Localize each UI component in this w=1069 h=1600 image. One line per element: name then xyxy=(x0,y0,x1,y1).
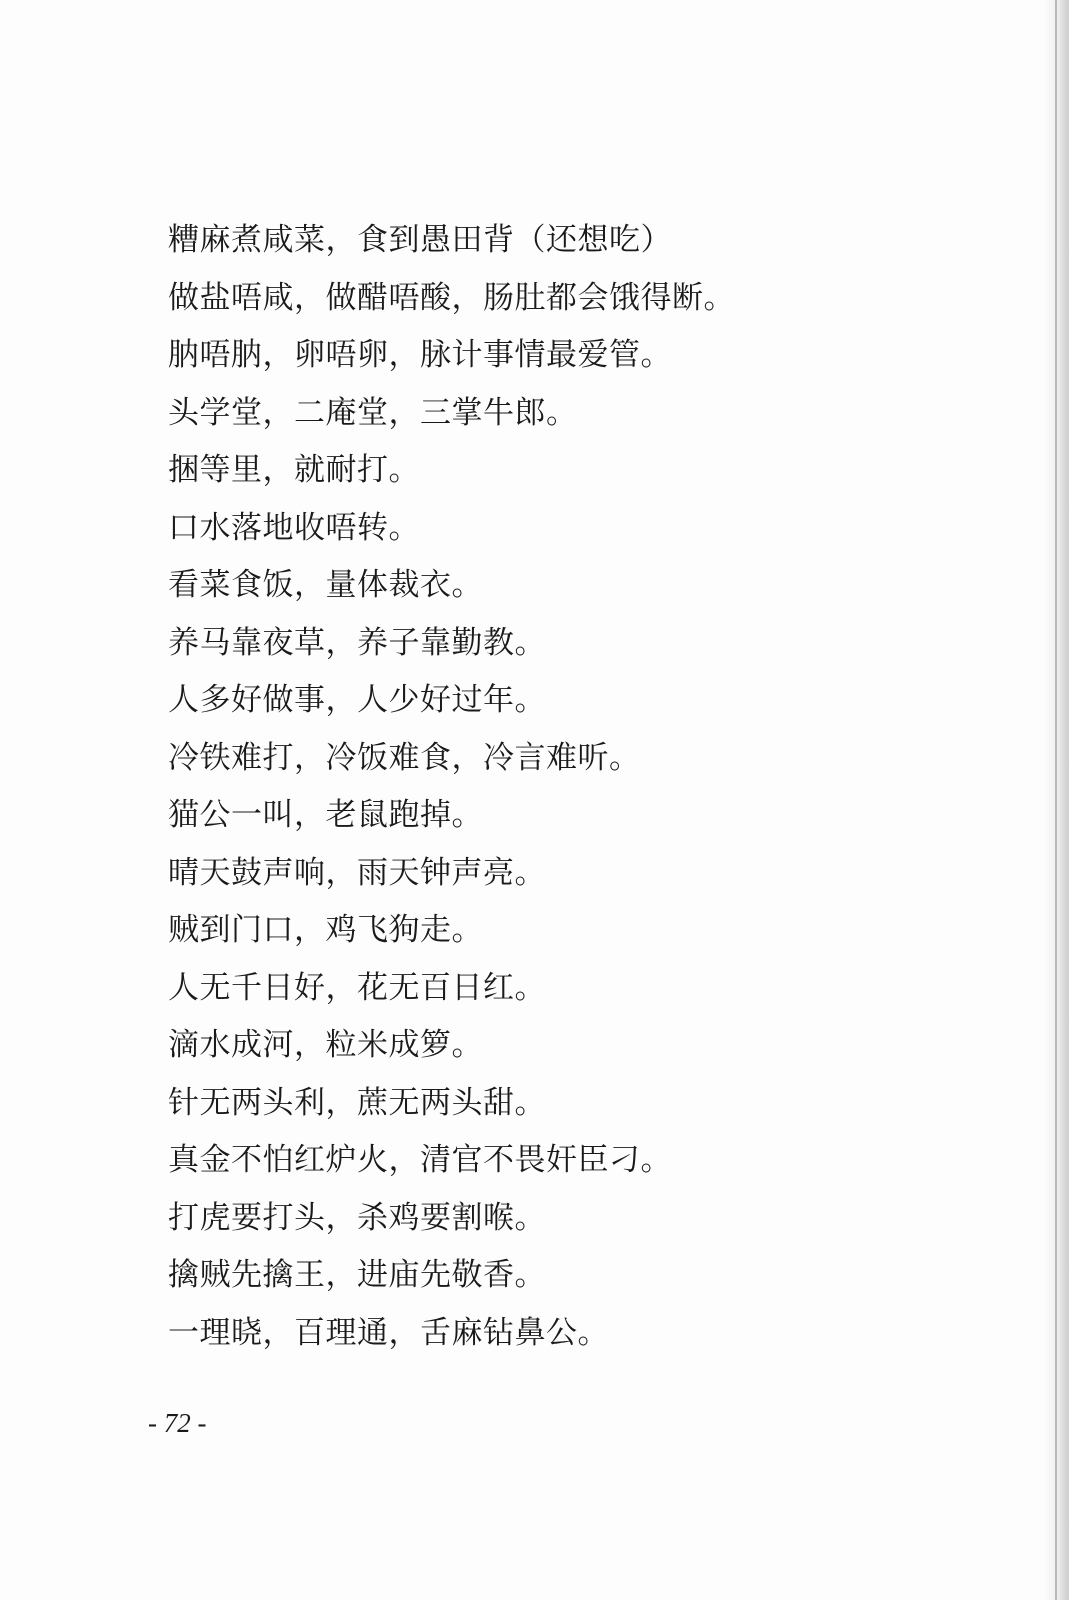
proverb-line: 口水落地收唔转。 xyxy=(168,509,420,546)
proverb-list xyxy=(168,212,948,1362)
proverb-line: 做盐唔咸，做醋唔酸，肠肚都会饿得断。 xyxy=(168,279,735,316)
proverb-line: 一理晓，百理通，舌麻钻鼻公。 xyxy=(168,1314,609,1351)
proverb-line: 擒贼先擒王，进庙先敬香。 xyxy=(168,1257,546,1293)
proverb-line: 人无千日好，花无百日红。 xyxy=(168,969,546,1006)
proverb-line: 肭唔肭，卵唔卵，脉计事情最爱管。 xyxy=(168,337,672,373)
scan-edge-line xyxy=(1055,0,1057,1600)
proverb-line: 贼到门口，鸡飞狗走。 xyxy=(168,912,483,948)
proverb-line: 针无两头利，蔗无两头甜。 xyxy=(168,1084,546,1121)
proverb-line: 滴水成河，粒米成箩。 xyxy=(168,1027,483,1063)
proverb-line: 看菜食饭，量体裁衣。 xyxy=(168,567,483,603)
proverb-line: 养马靠夜草，养子靠勤教。 xyxy=(168,624,546,661)
proverb-line: 打虎要打头，杀鸡要割喉。 xyxy=(168,1199,546,1236)
proverb-line: 头学堂，二庵堂，三掌牛郎。 xyxy=(168,394,578,431)
proverb-line: 糟麻煮咸菜，食到愚田背（还想吃） xyxy=(168,222,672,258)
proverb-line: 晴天鼓声响，雨天钟声亮。 xyxy=(168,854,546,891)
proverb-line: 人多好做事，人少好过年。 xyxy=(168,682,546,718)
page-number: - 72 - xyxy=(148,1408,207,1438)
proverb-line: 猫公一叫，老鼠跑掉。 xyxy=(168,797,483,833)
proverb-line: 捆等里，就耐打。 xyxy=(168,452,420,488)
proverb-line: 冷铁难打，冷饭难食，冷言难听。 xyxy=(168,739,641,776)
proverb-line: 真金不怕红炉火，清官不畏奸臣刁。 xyxy=(168,1142,672,1178)
